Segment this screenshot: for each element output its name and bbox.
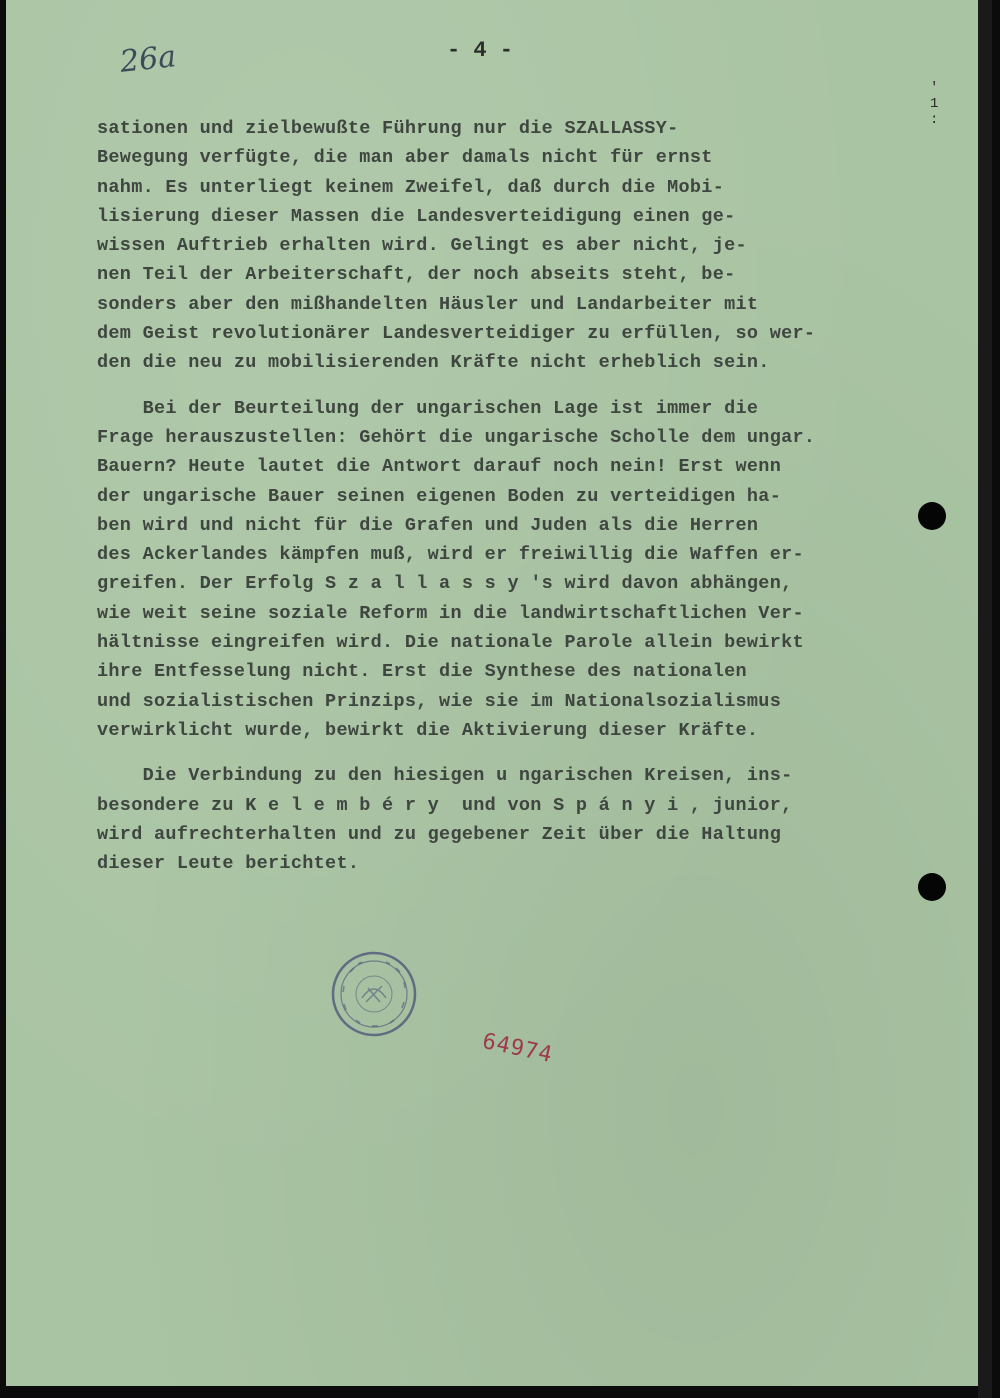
text-line: wie weit seine soziale Reform in die landwirtschaftlichen Ver- <box>97 602 804 624</box>
text-line: wissen Auftrieb erhalten wird. Gelingt es aber nicht, je- <box>97 235 747 257</box>
typewritten-body <box>97 114 877 878</box>
punch-hole <box>918 873 946 901</box>
page-edge-shadow <box>978 0 992 1398</box>
handwritten-folio-note: 26a <box>118 39 178 80</box>
page-number: - 4 - <box>446 38 513 63</box>
text-line: lisierung dieser Massen die Landesverteidigung einen ge- <box>97 205 736 227</box>
text-line: sonders aber den mißhandelten Häusler und Landarbeiter mit <box>97 293 759 315</box>
text-line: nahm. Es unterliegt keinem Zweifel, daß durch die Mobi- <box>97 176 725 198</box>
paragraph-gap <box>97 745 877 761</box>
text-line: Bewegung verfügte, die man aber damals nicht für ernst <box>97 147 713 169</box>
text-line: und sozialistischen Prinzips, wie sie im Nationalsozialismus <box>97 690 782 712</box>
paragraph-2 <box>97 394 877 746</box>
text-line: des Ackerlandes kämpfen muß, wird er freiwillig die Waffen er- <box>97 544 804 566</box>
paragraph-3 <box>97 761 877 878</box>
text-line: ihre Entfesselung nicht. Erst die Synthese des nationalen <box>97 661 747 683</box>
edge-mark: 1 <box>930 96 939 112</box>
text-line: ben wird und nicht für die Grafen und Juden als die Herren <box>97 514 759 536</box>
text-line: hältnisse eingreifen wird. Die nationale Parole allein bewirkt <box>97 632 804 654</box>
text-line: Frage herauszustellen: Gehört die ungarische Scholle dem ungar. <box>97 426 816 448</box>
punch-hole <box>918 502 946 530</box>
text-line: dieser Leute berichtet. <box>97 853 360 875</box>
text-line: besondere zu K e l e m b é r y und von S p á n y i , junior, <box>97 794 793 816</box>
archive-number: 64974 <box>480 1028 556 1069</box>
edge-marks <box>930 80 938 128</box>
text-line: sationen und zielbewußte Führung nur die SZALLASSY- <box>97 118 679 139</box>
text-line: nen Teil der Arbeiterschaft, der noch abseits steht, be- <box>97 264 736 286</box>
text-line: Bauern? Heute lautet die Antwort darauf noch nein! Erst wenn <box>97 456 782 478</box>
text-line: wird aufrechterhalten und zu gegebener Zeit über die Haltung <box>97 823 782 845</box>
edge-mark: : <box>930 112 939 128</box>
archive-stamp-seal <box>330 950 418 1038</box>
text-line: dem Geist revolutionärer Landesverteidiger zu erfüllen, so wer- <box>97 323 816 345</box>
paragraph-1 <box>97 114 877 378</box>
text-line: den die neu zu mobilisierenden Kräfte nicht erheblich sein. <box>97 352 770 374</box>
paragraph-gap <box>97 378 877 394</box>
text-line: der ungarische Bauer seinen eigenen Boden zu verteidigen ha- <box>97 485 782 507</box>
edge-mark: ' <box>930 80 939 96</box>
text-line: Bei der Beurteilung der ungarischen Lage ist immer die <box>97 397 759 419</box>
text-line: Die Verbindung zu den hiesigen u ngarischen Kreisen, ins- <box>97 765 793 787</box>
text-line: greifen. Der Erfolg S z a l l a s s y 's wird davon abhängen, <box>97 573 793 595</box>
text-line: verwirklicht wurde, bewirkt die Aktivierung dieser Kräfte. <box>97 719 759 741</box>
